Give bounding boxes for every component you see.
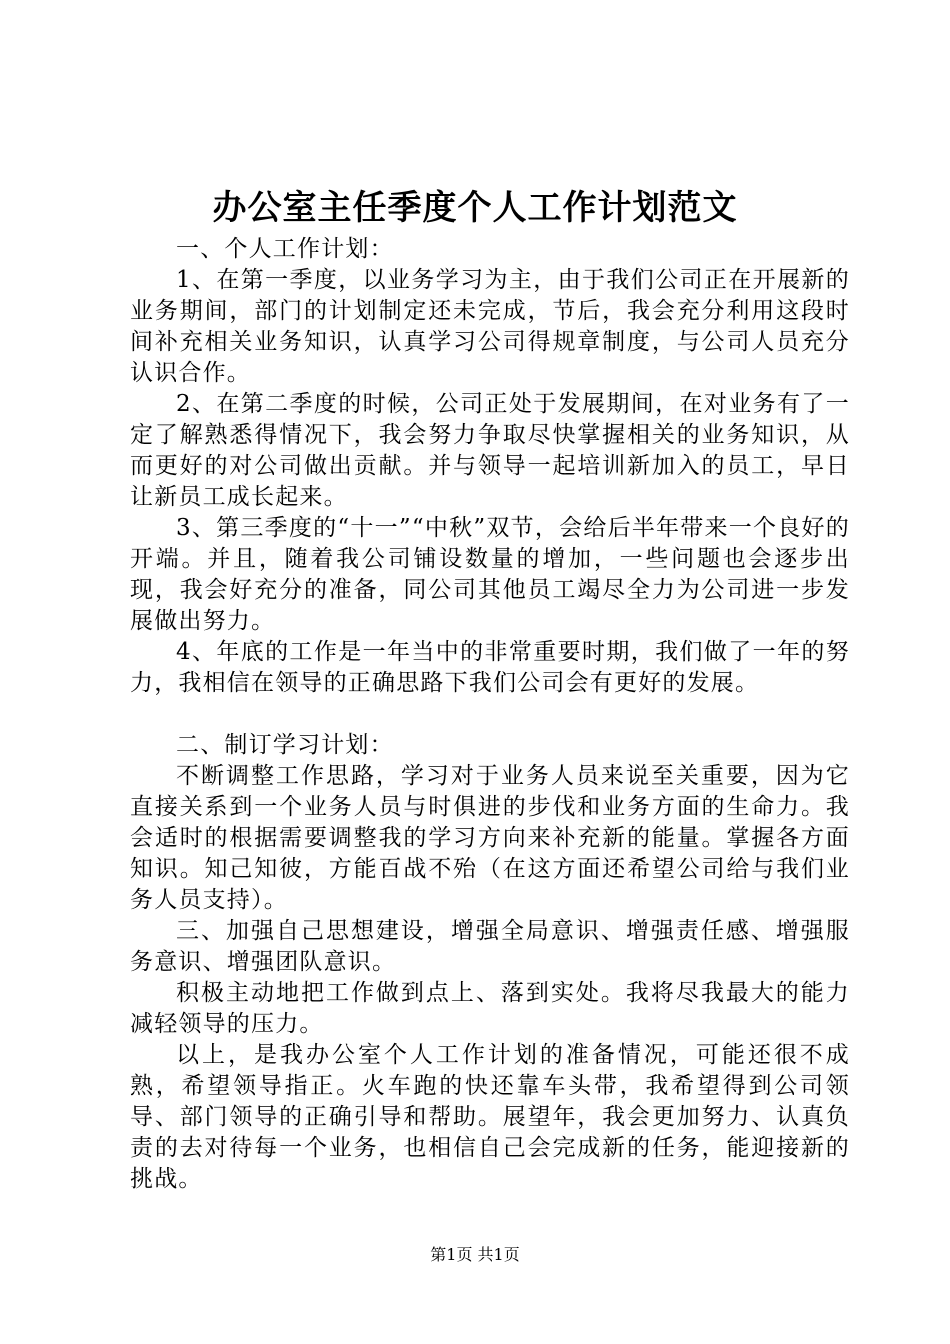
- page-number-footer: 第1页 共1页: [430, 1245, 520, 1264]
- document-body: [130, 234, 850, 1195]
- paragraph-gap: [130, 699, 850, 730]
- section-heading-study-plan: 二、制订学习计划：: [176, 732, 394, 758]
- paragraph-q1: 1、在第一季度，以业务学习为主，由于我们公司正在开展新的业务期间，部门的计划制定还未完成，节后，我会充分利用这段时间补充相关业务知识，认真学习公司得规章制度，与公司人员充分认识合作。: [130, 267, 850, 386]
- document-title: 办公室主任季度个人工作计划范文: [212, 188, 738, 228]
- paragraph-initiative: 积极主动地把工作做到点上、落到实处。我将尽我最大的能力减轻领导的压力。: [130, 980, 850, 1037]
- paragraph-study: 不断调整工作思路，学习对于业务人员来说至关重要，因为它直接关系到一个业务人员与时俱进的步伐和业务方面的生命力。我会适时的根据需要调整我的学习方向来补充新的能量。掌握各方面知识。知己知彼，方能百战不殆（在这方面还希望公司给与我们业务人员支持）。: [130, 763, 850, 913]
- paragraph-q4: 4、年底的工作是一年当中的非常重要时期，我们做了一年的努力，我相信在领导的正确思路下我们公司会有更好的发展。: [130, 639, 850, 696]
- paragraph-q3: 3、第三季度的“十一”“中秋”双节，会给后半年带来一个良好的开端。并且，随着我公司铺设数量的增加，一些问题也会逐步出现，我会好充分的准备，同公司其他员工竭尽全力为公司进一步发展做出努力。: [130, 515, 850, 634]
- paragraph-q2: 2、在第二季度的时候，公司正处于发展期间，在对业务有了一定了解熟悉得情况下，我会努力争取尽快掌握相关的业务知识，从而更好的对公司做出贡献。并与领导一起培训新加入的员工，早日让新员工成长起来。: [130, 391, 850, 510]
- paragraph-ideology: 三、加强自己思想建设，增强全局意识、增强责任感、增强服务意识、增强团队意识。: [130, 918, 850, 975]
- section-heading-personal-plan: 一、个人工作计划：: [176, 236, 394, 262]
- paragraph-conclusion: 以上，是我办公室个人工作计划的准备情况，可能还很不成熟，希望领导指正。火车跑的快还靠车头带，我希望得到公司领导、部门领导的正确引导和帮助。展望年，我会更加努力、认真负责的去对待每一个业务，也相信自己会完成新的任务，能迎接新的挑战。: [130, 1042, 850, 1192]
